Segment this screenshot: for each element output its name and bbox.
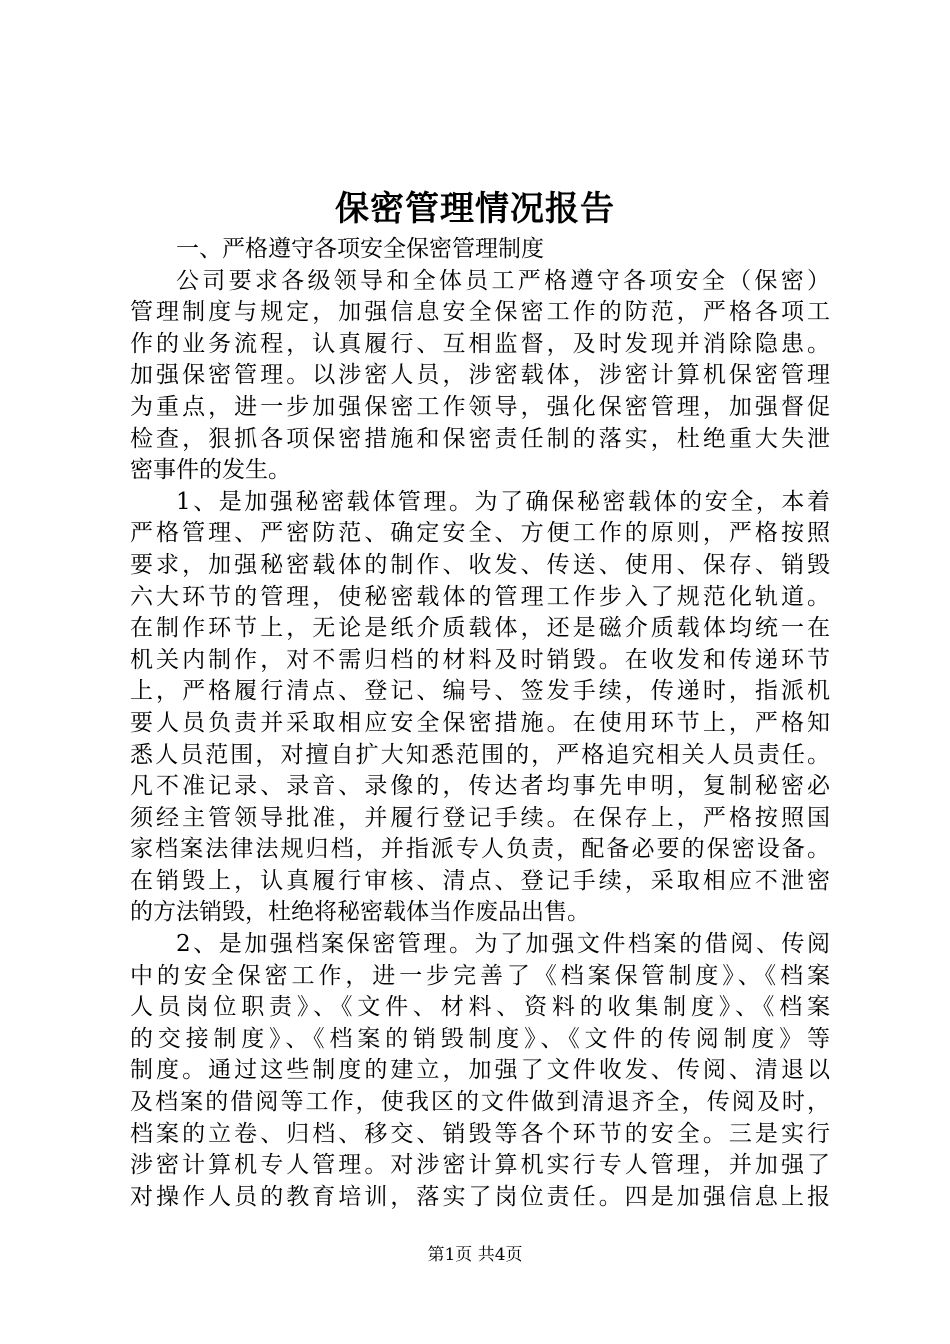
text-line: 制度。通过这些制度的建立，加强了文件收发、传阅、清退以 (130, 1057, 830, 1084)
text-line: 2、是加强档案保密管理。为了加强文件档案的借阅、传阅 (176, 931, 830, 958)
text-line: 的交接制度》、《档案的销毁制度》、《文件的传阅制度》等 (130, 1025, 830, 1052)
text-line: 要求，加强秘密载体的制作、收发、传送、使用、保存、销毁 (130, 551, 830, 578)
text-line: 为重点，进一步加强保密工作领导，强化保密管理，加强督促 (130, 393, 830, 420)
text-line: 密事件的发生。 (130, 457, 291, 484)
text-line: 凡不准记录、录音、录像的，传达者均事先申明，复制秘密必 (130, 773, 830, 800)
text-line: 档案的立卷、归档、移交、销毁等各个环节的安全。三是实行 (130, 1120, 830, 1147)
text-line: 中的安全保密工作，进一步完善了《档案保管制度》、《档案 (130, 962, 830, 989)
document-body (130, 234, 830, 1213)
text-line: 检查，狠抓各项保密措施和保密责任制的落实，杜绝重大失泄 (130, 425, 830, 452)
text-line: 人员岗位职责》、《文件、材料、资料的收集制度》、《档案 (130, 994, 830, 1021)
text-line: 在销毁上，认真履行审核、清点、登记手续，采取相应不泄密 (130, 867, 830, 894)
text-line: 须经主管领导批准，并履行登记手续。在保存上，严格按照国 (130, 804, 830, 831)
text-line: 悉人员范围，对擅自扩大知悉范围的，严格追究相关人员责任。 (130, 741, 830, 768)
text-line: 1、是加强秘密载体管理。为了确保秘密载体的安全，本着 (176, 488, 830, 515)
text-line: 上，严格履行清点、登记、编号、签发手续，传递时，指派机 (130, 678, 830, 705)
text-line: 及档案的借阅等工作，使我区的文件做到清退齐全，传阅及时， (130, 1089, 830, 1116)
text-line: 作的业务流程，认真履行、互相监督，及时发现并消除隐患。 (130, 330, 830, 357)
text-line: 公司要求各级领导和全体员工严格遵守各项安全（保密） (176, 267, 830, 294)
text-line: 严格管理、严密防范、确定安全、方便工作的原则，严格按照 (130, 520, 830, 547)
text-line: 六大环节的管理，使秘密载体的管理工作步入了规范化轨道。 (130, 583, 830, 610)
text-line: 加强保密管理。以涉密人员，涉密载体，涉密计算机保密管理 (130, 362, 830, 389)
text-line: 要人员负责并采取相应安全保密措施。在使用环节上，严格知 (130, 709, 830, 736)
text-line: 在制作环节上，无论是纸介质载体，还是磁介质载体均统一在 (130, 615, 830, 642)
text-line: 家档案法律法规归档，并指派专人负责，配备必要的保密设备。 (130, 836, 830, 863)
text-line: 机关内制作，对不需归档的材料及时销毁。在收发和传递环节 (130, 646, 830, 673)
page-footer: 第1页 共4页 (427, 1245, 523, 1265)
text-line: 一、严格遵守各项安全保密管理制度 (176, 236, 544, 262)
text-line: 的方法销毁，杜绝将秘密载体当作废品出售。 (130, 899, 590, 926)
document-title: 保密管理情况报告 (335, 189, 615, 229)
text-line: 对操作人员的教育培训，落实了岗位责任。四是加强信息上报 (130, 1183, 830, 1210)
text-line: 管理制度与规定，加强信息安全保密工作的防范，严格各项工 (130, 299, 830, 326)
text-line: 涉密计算机专人管理。对涉密计算机实行专人管理，并加强了 (130, 1152, 830, 1179)
